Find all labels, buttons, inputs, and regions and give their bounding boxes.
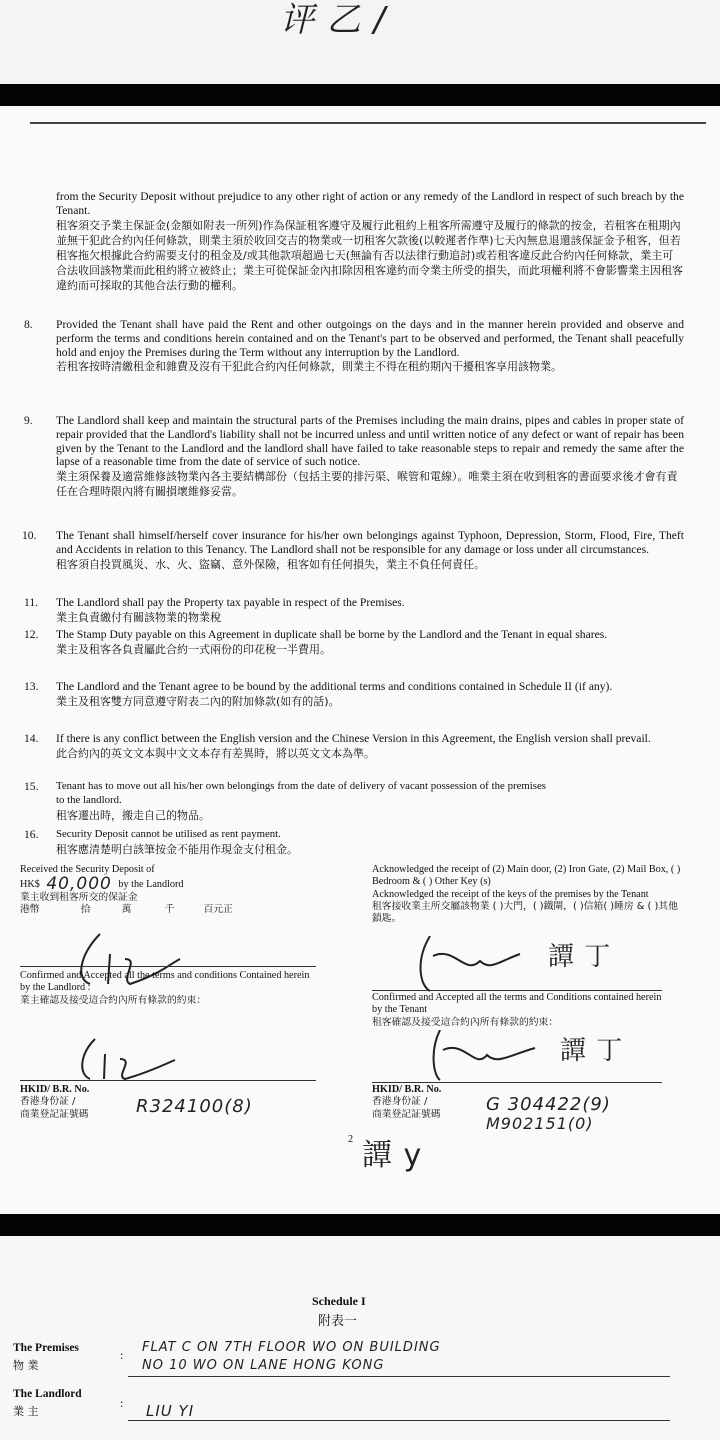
landlord-confirm-zh: 業主確認及接受這合約內所有條款的約束： — [20, 994, 207, 1006]
clause-number: 15. — [24, 780, 39, 793]
clause-zh: 業主負責繳付有關該物業的物業稅 — [56, 610, 221, 624]
page-number: 2 — [348, 1134, 354, 1145]
clause-en: Security Deposit cannot be utilised as rent payment. — [56, 828, 281, 840]
clause-en: Tenant has to move out all his/her own belongings from the date of delivery of vacant possession of the premises to the landlord. — [56, 780, 546, 806]
clause-zh: 業主及租客雙方同意遵守附表二內的附加條款(如有的話)。 — [56, 694, 340, 708]
premises-colon: : — [120, 1348, 124, 1362]
schedule-title-zh: 附表一 — [318, 1314, 358, 1329]
tenant-sig-chars: 譚 丁 — [548, 942, 612, 972]
tenant-confirm-en: Confirmed and Accepted all the terms and Conditions contained herein by the Tenant — [372, 992, 662, 1016]
handwriting-fragment: 评 乙 / — [280, 0, 387, 40]
tenant-ack-line: Acknowledged the receipt of (2) Main door, (2) Iron Gate, (2) Mail Box, ( ) Bedroom & ( ) Other Key (s) — [372, 864, 681, 888]
schedule-title: Schedule I — [312, 1294, 366, 1308]
clause-zh: 租客須自投買風災、水、火、盜竊、意外保險，租客如有任何損失，業主不負任何責任。 — [56, 557, 485, 571]
tenant-sig-chars-2: 譚 丁 — [560, 1036, 624, 1066]
agreement-page — [0, 106, 720, 1214]
received-zh: 業主收到租客所交的保証金 — [20, 891, 138, 903]
unit-tenthousand: 萬 — [121, 903, 132, 915]
signature-line — [372, 990, 662, 991]
unit-hundred: 百元正 — [203, 903, 233, 915]
signature-line — [20, 966, 316, 967]
tenant-id-value-2: M902151(0) — [486, 1114, 594, 1133]
unit-thousand: 千 — [164, 903, 175, 915]
landlord-id-label: HKID/ B.R. No. — [20, 1084, 90, 1095]
landlord-signature-2 — [70, 1034, 180, 1084]
signature-line — [20, 1080, 316, 1081]
hk-prefix: HK$ — [20, 879, 40, 891]
clause-number: 12. — [24, 628, 39, 641]
clause-en: The Stamp Duty payable on this Agreement in duplicate shall be borne by the Landlord and the Tenant in equal shares. — [56, 628, 608, 641]
tenant-ack2: Acknowledged the receipt of the keys of the premises by the Tenant — [372, 888, 649, 900]
intro-paragraph — [56, 190, 684, 293]
unit-ten: 拾 — [80, 903, 91, 915]
clause-zh: 業主及租客各負責屬此合約一式兩份的印花稅一半費用。 — [56, 642, 331, 656]
landlord-value: LIU YI — [146, 1402, 195, 1420]
clause-zh: 若租客按時清繳租金和雜費及沒有干犯此合約內任何條款，則業主不得在租約期內干擾租客享用該物業。 — [56, 360, 562, 374]
landlord-underline — [128, 1420, 670, 1421]
landlord-confirm-en: Confirmed and Accepted all the terms and conditions Contained herein by the Landlord : — [20, 970, 310, 994]
clause-number: 8. — [24, 318, 33, 331]
tenant-id-zh1: 香港身份証 / — [372, 1096, 428, 1108]
landlord-label: The Landlord — [13, 1388, 82, 1400]
clause-zh: 租客應清楚明白該筆按金不能用作現金支付租金。 — [56, 842, 298, 856]
previous-page-fragment — [0, 0, 720, 84]
header-rule — [30, 122, 706, 124]
tenant-id-value: G 304422(9) — [486, 1094, 611, 1115]
landlord-label-zh: 業 主 — [13, 1405, 39, 1418]
intro-zh: 租客須交予業主保証金(金額如附表一所列)作為保証租客遵守及履行此租約上租客所需遵守及履行的條款的按金，若租客在租期內並無干犯此合約內任何條款，則業主須於收回交吉的物業或一切租客欠款後(以較遲者作準)七天內無息退還該保証金予租客，但若租客拖欠根據此合約需要支付的租金及/或其他款項超過七天(無論有否以法律行動追討)或若租客違反此合約內任何條款，業主可合法收回該物業而此租約將立被終止；業主可從保証金內扣除因租客違約而令業主所受的損失，而此項權利將不會影響業主因租客違約而可採取的其他合法行動的權利。 — [56, 218, 683, 292]
clause-zh: 業主須保養及適當維修該物業內各主要結構部份（包括主要的排污渠、喉管和電線）。唯業主須在收到租客的書面要求後才會有責任在合理時限內將有關損壞維修妥當。 — [56, 470, 678, 499]
deposit-amount: 40,000 — [46, 874, 112, 895]
clause-number: 9. — [24, 414, 33, 427]
clause-number: 16. — [24, 828, 39, 841]
clause-number: 14. — [24, 732, 39, 745]
premises-line-2: NO 10 WO ON LANE HONG KONG — [142, 1358, 385, 1373]
clause-zh: 此合約內的英文文本與中文文本存有差異時，將以英文文本為準。 — [56, 746, 375, 760]
clause-en: If there is any conflict between the English version and the Chinese Version in this Agreement, the English version shall prevail. — [56, 732, 651, 745]
schedule-page — [0, 1236, 720, 1440]
clause-number: 13. — [24, 680, 39, 693]
amount-words-row — [20, 904, 320, 916]
received-line: Received the Security Deposit of — [20, 864, 155, 875]
clause-en: The Landlord and the Tenant agree to be bound by the additional terms and conditions contained in Schedule II (if any). — [56, 680, 613, 693]
page-initials: 譚 y — [362, 1138, 423, 1173]
signature-line — [372, 1082, 662, 1083]
landlord-colon: : — [120, 1396, 124, 1410]
tenant-id-label: HKID/ B.R. No. — [372, 1084, 442, 1095]
landlord-id-value: R324100(8) — [136, 1096, 253, 1117]
clause-en: The Landlord shall keep and maintain the structural parts of the Premises including the main drains, pipes and cables in proper state of repair provided that the Landlord's liability shall not be incurred unless and until written notice of any defect or want of repair has been given by the Tenant to the Landlord and the landlord shall have failed to take reasonable steps to repair and remedy the same after the lapse of a reasonable time from the date of service of such notice. — [56, 414, 684, 469]
premises-label: The Premises — [13, 1342, 79, 1354]
clause-en: The Landlord shall pay the Property tax payable in respect of the Premises. — [56, 596, 405, 609]
tenant-id-zh2: 商業登記証號碼 — [372, 1108, 441, 1120]
page-gap — [0, 1214, 720, 1236]
clause-zh: 租客遷出時，搬走自己的物品。 — [56, 808, 210, 822]
intro-en: from the Security Deposit without prejudice to any other right of action or any remedy of the Landlord in respect of such breach by the Tenant. — [56, 190, 684, 217]
premises-line-1: FLAT C ON 7TH FLOOR WO ON BUILDING — [142, 1340, 441, 1355]
clause-number: 10. — [22, 529, 37, 542]
clause-number: 11. — [24, 596, 39, 609]
page-gap — [0, 84, 720, 106]
premises-label-zh: 物 業 — [13, 1359, 39, 1372]
landlord-id-zh2: 商業登記証號碼 — [20, 1108, 89, 1120]
currency-zh: 港幣 — [20, 903, 40, 915]
landlord-id-zh1: 香港身份証 / — [20, 1096, 76, 1108]
tenant-signature-2 — [425, 1030, 545, 1084]
received-by: by the Landlord — [118, 879, 184, 891]
tenant-signature — [405, 936, 545, 996]
clause-en: Provided the Tenant shall have paid the Rent and other outgoings on the days and in the manner herein provided and observe and perform the terms and conditions herein contained and on the Tenant's part to be observed and performed, the Tenant shall peacefully hold and enjoy the Premises during the Term without any interruption by the Landlord. — [56, 318, 684, 359]
clause-en: The Tenant shall himself/herself cover insurance for his/her own belongings against Typhoon, Depression, Storm, Flood, Fire, Theft and Accidents in relation to this Tenancy. The Landlord shall not be responsible for any damage or loss under all circumstances. — [56, 529, 684, 556]
tenant-confirm-zh: 租客確認及接受這合約內所有條款的約束： — [372, 1016, 559, 1028]
premises-underline — [128, 1376, 670, 1377]
tenant-ack-zh: 租客接收業主所交屬該物業 ( )大門，( )鐵閘，( )信箱( )睡房 & ( )其他鎖匙。 — [372, 900, 678, 925]
